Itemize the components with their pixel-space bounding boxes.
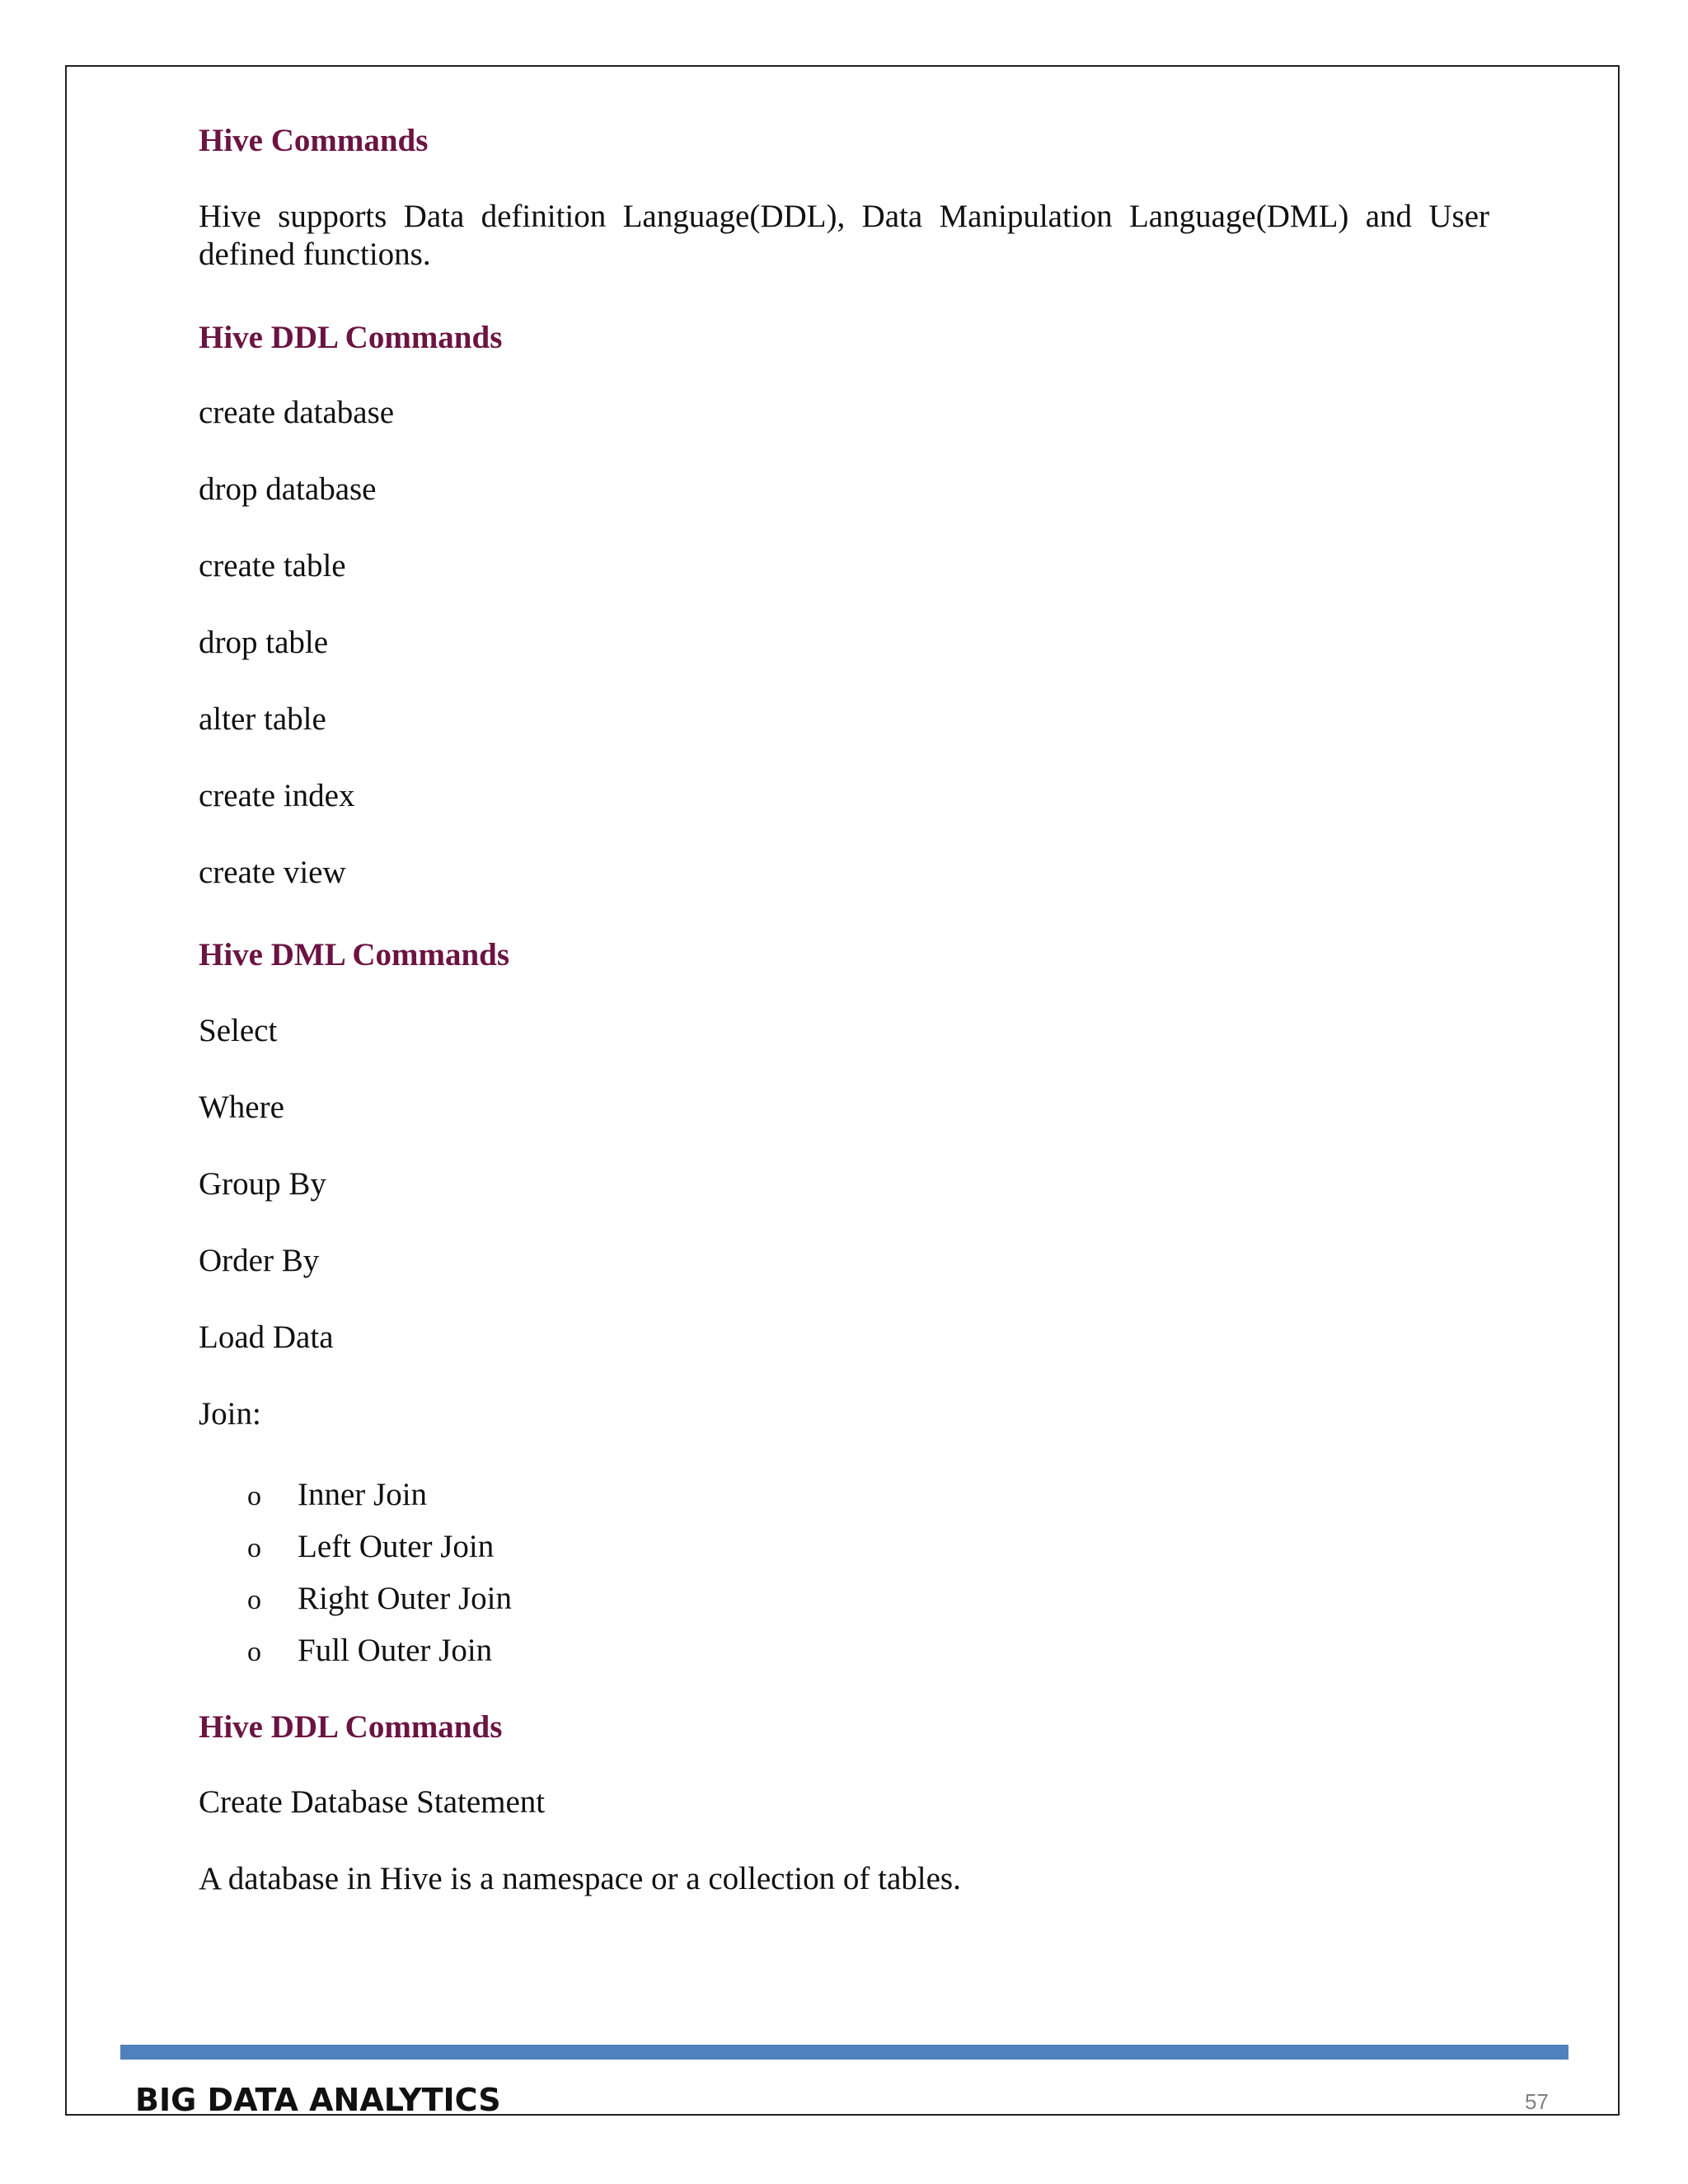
create-database-statement-title: Create Database Statement (199, 1784, 546, 1820)
bullet-circle-icon: o (247, 1533, 261, 1563)
bullet-circle-icon: o (247, 1637, 261, 1667)
hive-commands-heading: Hive Commands (199, 123, 429, 158)
page-number: 57 (1525, 2089, 1549, 2114)
ddl-item-create-index: create index (199, 778, 355, 813)
ddl-item-create-database: create database (199, 395, 395, 430)
join-type-full-outer: Full Outer Join (298, 1633, 493, 1668)
ddl-item-alter-table: alter table (199, 701, 326, 737)
dml-commands-heading: Hive DML Commands (199, 937, 510, 972)
ddl-commands-heading: Hive DDL Commands (199, 320, 503, 355)
bullet-circle-icon: o (247, 1585, 261, 1615)
ddl-item-drop-database: drop database (199, 471, 377, 507)
join-type-right-outer: Right Outer Join (298, 1581, 512, 1616)
dml-item-select: Select (199, 1013, 278, 1048)
bullet-circle-icon: o (247, 1481, 261, 1511)
ddl-detail-heading: Hive DDL Commands (199, 1709, 503, 1745)
join-type-inner: Inner Join (298, 1477, 428, 1512)
ddl-item-drop-table: drop table (199, 625, 329, 660)
ddl-item-create-view: create view (199, 855, 346, 890)
dml-item-load-data: Load Data (199, 1319, 334, 1355)
footer-title: BIG DATA ANALYTICS (135, 2082, 501, 2118)
database-description: A database in Hive is a namespace or a collection of tables. (199, 1861, 961, 1896)
dml-item-order-by: Order By (199, 1243, 320, 1278)
hive-commands-intro: Hive supports Data definition Language(DDL), Data Manipulation Language(DML) and User defined functions. (199, 199, 1489, 272)
ddl-item-create-table: create table (199, 548, 346, 583)
dml-item-where: Where (199, 1090, 284, 1125)
join-type-left-outer: Left Outer Join (298, 1529, 495, 1564)
dml-item-join: Join: (199, 1396, 261, 1432)
footer-bar (120, 2045, 1568, 2060)
dml-item-group-by: Group By (199, 1166, 326, 1202)
